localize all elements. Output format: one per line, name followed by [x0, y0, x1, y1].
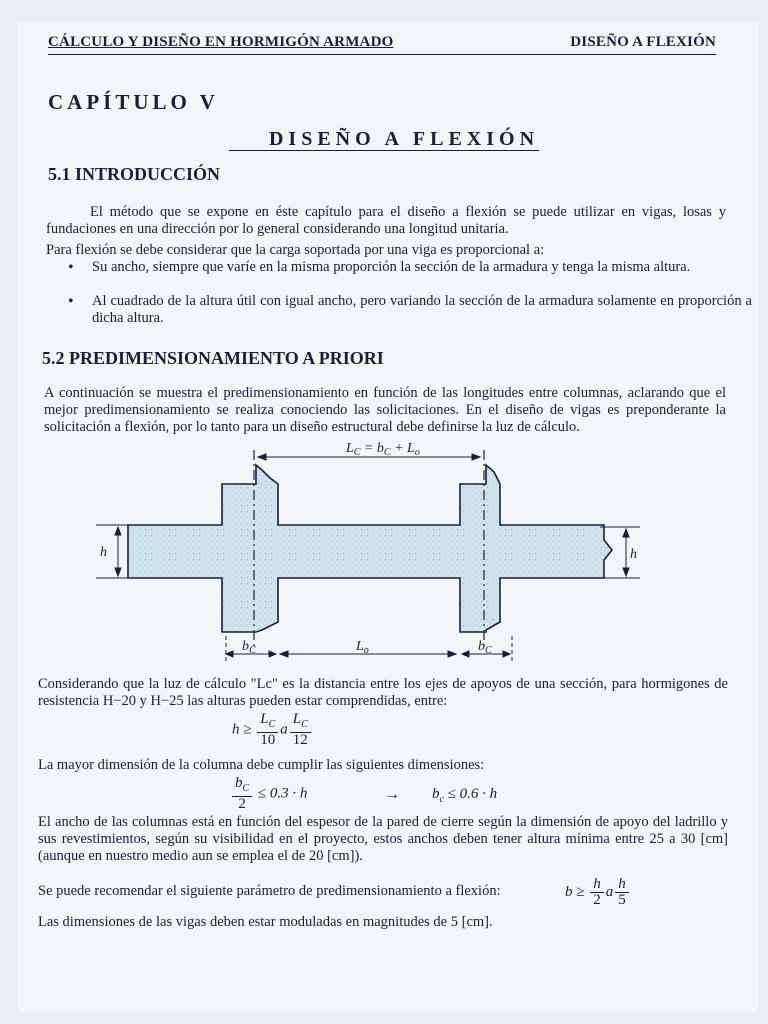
formula-height-range — [232, 712, 313, 748]
formula-column-half — [230, 776, 307, 812]
formula-arrow: → — [384, 786, 400, 803]
section-1-paragraph-1: El método que se expone en éste capítulo para el diseño a flexión se puede utilizar en vigas, losas y fundaciones en una dirección por lo general considerando una longitud unitaria. — [46, 204, 726, 237]
lc-label: $L_C = b_C + L_o$ — [346, 441, 420, 458]
f2-fraction: $\frac{b_C}{2}$ — [232, 776, 252, 812]
section-2-title: 5.2 PREDIMENSIONAMIENTO A PRIORI — [42, 348, 384, 368]
f4-fraction-2: $\frac{h}{5}$ — [615, 877, 629, 908]
h-left-label: h — [100, 545, 107, 560]
bc-right-label: $b_C$ — [478, 639, 492, 656]
bc-right-arrow-l — [462, 651, 469, 657]
f4-fraction-1: $\frac{h}{2}$ — [590, 877, 604, 908]
chapter-title-text: DISEÑO A FLEXIÓN — [229, 128, 539, 151]
lc-arrow-right — [472, 454, 480, 460]
lo-label: $L_o$ — [356, 639, 369, 656]
h-right-label: h — [630, 547, 637, 562]
header-chapter-name: DISEÑO A FLEXIÓN — [570, 34, 716, 50]
bullet-item-2: • Al cuadrado de la altura útil con igual ancho, pero variando la sección de la armadura solamente en proporción a dicha altura. — [66, 293, 752, 327]
formula-width-recommendation: b ≥ $\frac{h}{2}$ a $\frac{h}{5}$ — [565, 877, 631, 908]
section-2-paragraph-1: A continuación se muestra el predimensionamiento en función de las longitudes entre columnas, aclarando que el mejor predimensionamiento se realiza conociendo las solicitaciones. En el diseño de vigas es preponderante la solicitación a flexión, por lo tanto para un diseño estructural debe definirse la luz de cálculo. — [44, 385, 726, 435]
lo-arrow-l — [280, 651, 288, 657]
f1-fraction-1: $\frac{L_C}{10}$ — [257, 712, 278, 748]
bc-left-arrow-r — [269, 651, 276, 657]
h-left-arrow-bottom — [115, 568, 121, 576]
h-right-arrow-top — [623, 529, 629, 537]
section-1-title: 5.1 INTRODUCCIÓN — [48, 164, 221, 184]
section-2-paragraph-6: Las dimensiones de las vigas deben estar moduladas en magnitudes de 5 [cm]. — [38, 914, 493, 930]
lo-arrow-r — [448, 651, 456, 657]
bullet-item-1: • Su ancho, siempre que varíe en la misma proporción la sección de la armadura y tenga la misma altura. — [66, 259, 752, 276]
section-2-paragraph-2: Considerando que la luz de cálculo "Lc" es la distancia entre los ejes de apoyos de una sección, para hormigones de resistencia H−20 y H−25 las alturas pueden estar comprendidas, entre: — [38, 676, 728, 709]
concrete-section — [128, 465, 612, 632]
bc-left-label: $b_C$ — [242, 639, 256, 656]
f1-fraction-2: $\frac{L_C}{12}$ — [290, 712, 311, 748]
bc-left-arrow-l — [226, 651, 233, 657]
f1-mid: a — [280, 721, 288, 738]
section-1-paragraph-2: Para flexión se debe considerar que la carga soportada por una viga es proporcional a: — [46, 242, 545, 258]
bc-right-arrow-r — [503, 651, 510, 657]
chapter-label: CAPÍTULO V — [48, 90, 219, 114]
h-left-arrow-top — [115, 527, 121, 535]
section-2-paragraph-3: La mayor dimensión de la columna debe cumplir las siguientes dimensiones: — [38, 757, 485, 773]
f1-lhs: h ≥ — [232, 721, 252, 738]
h-right-arrow-bottom — [623, 568, 629, 576]
f2-rhs: ≤ 0.3 · h — [257, 785, 308, 802]
lc-arrow-left — [258, 454, 266, 460]
formula-column-full: $b_c \le 0.6 \cdot h$ — [432, 786, 498, 805]
section-2-paragraph-4: El ancho de las columnas está en función del espesor de la pared de cierre según la dimensión de apoyo del ladrillo y sus revestimientos, según su visibilidad en el proyecto, estos anchos deben tener altura mínima entre 25 a 30 [cm] (aunque en nuestro medio aun se emplea el de 20 [cm]). — [38, 814, 728, 864]
header-book-title: CÁLCULO Y DISEÑO EN HORMIGÓN ARMADO — [48, 34, 394, 50]
section-2-paragraph-5: Se puede recomendar el siguiente parámetro de predimensionamiento a flexión: — [38, 883, 501, 899]
